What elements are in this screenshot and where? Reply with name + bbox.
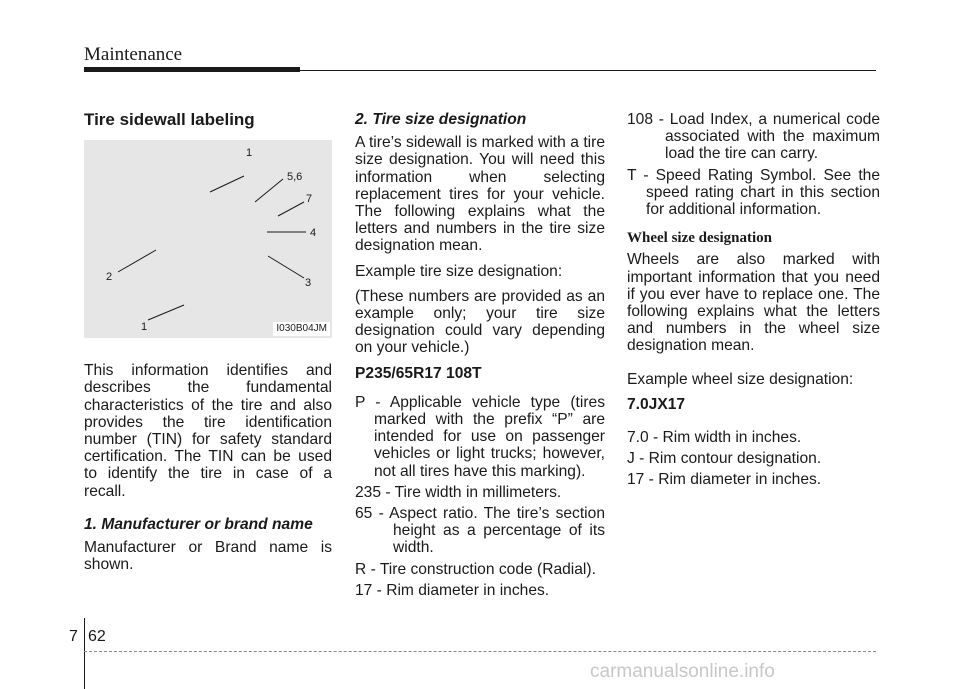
tire-size-example-label: Example tire size designation: [355, 262, 563, 280]
tire-size-item: T - Speed Rating Symbol. See the speed rating chart in this section for additional information. [627, 166, 880, 219]
callout-label-5-6: 5,6 [287, 171, 303, 184]
wheel-size-example-value: 7.0JX17 [627, 395, 686, 413]
wheel-size-item: 17 - Rim diameter in inches. [627, 471, 822, 489]
tire-size-intro: A tire’s sidewall is marked with a tire size designation. You will need this information when selecting replacement tires for your vehicle. The following explains what the letters and numbers in the tire size designation mean. [355, 134, 605, 255]
wheel-size-example-label: Example wheel size designation: [627, 370, 854, 388]
callout-line-1-bottom [148, 305, 184, 320]
callout-label-3: 3 [305, 277, 312, 290]
callout-label-2: 2 [106, 271, 113, 284]
callout-line-1-top [210, 176, 244, 192]
footer-vertical-rule [84, 618, 85, 689]
column-3 [627, 108, 880, 493]
tire-size-item: 235 - Tire width in millimeters. [355, 483, 562, 501]
callout-label-4: 4 [310, 227, 317, 240]
tire-size-item: 108 - Load Index, a numerical code associated with the maximum load the tire can carry. [627, 111, 880, 163]
tire-size-note: (These numbers are provided as an example only; your tire size designation could vary depending on your vehicle.) [355, 287, 605, 357]
wheel-size-item: 7.0 - Rim width in inches. [627, 429, 802, 447]
tire-size-example-value: P235/65R17 108T [355, 364, 482, 382]
footer-dashed-rule [84, 651, 876, 652]
section-heading-wheel-size: Wheel size designation [627, 230, 772, 247]
wheel-size-intro: Wheels are also marked with important information that you need if you ever have to replace one. The following explains what the letters and numbers in the wheel size designation mean. [627, 251, 880, 355]
callout-line-2 [118, 250, 156, 272]
section-heading-tire-size: 2. Tire size designation [355, 111, 527, 128]
tire-size-item: P - Applicable vehicle type (tires marked with the prefix “P” are intended for use on passenger vehicles or light trucks; however, not all tires have this marking). [355, 393, 605, 480]
callout-line-3 [268, 256, 304, 278]
header-rule-thin [300, 70, 876, 71]
chapter-number: 7 [69, 628, 78, 645]
callout-line-7 [278, 202, 304, 216]
callout-lines [118, 176, 306, 320]
wheel-size-item: J - Rim contour designation. [627, 450, 822, 468]
header-rule-thick [84, 67, 300, 72]
tire-callout-diagram [84, 140, 332, 338]
callout-line-5-6 [255, 179, 283, 202]
callout-label-1-top: 1 [246, 147, 253, 160]
figure-code: I030B04JM [273, 322, 330, 336]
tire-size-item: R - Tire construction code (Radial). [355, 560, 596, 578]
tire-sidewall-figure [84, 140, 332, 338]
manufacturer-text: Manufacturer or Brand name is shown. [84, 539, 332, 574]
sidewall-intro-text: This information identifies and describes the fundamental characteristics of the tire and also provides the tire identification number (TIN) for safety standard certification. The TIN can be used to identify the tire in case of a recall. [84, 362, 332, 500]
page-number: 62 [88, 628, 106, 645]
tire-size-item: 65 - Aspect ratio. The tire’s section height as a percentage of its width. [355, 505, 605, 557]
column-2 [355, 108, 605, 603]
callout-label-7: 7 [306, 193, 313, 206]
column-1 [84, 108, 332, 581]
callout-label-1-bottom: 1 [141, 321, 148, 334]
section-heading-sidewall: Tire sidewall labeling [84, 110, 255, 129]
section-heading-manufacturer: 1. Manufacturer or brand name [84, 515, 313, 533]
watermark: carmanualsonline.info [590, 661, 775, 682]
tire-size-item: 17 - Rim diameter in inches. [355, 581, 550, 599]
page-header-title: Maintenance [84, 44, 183, 65]
